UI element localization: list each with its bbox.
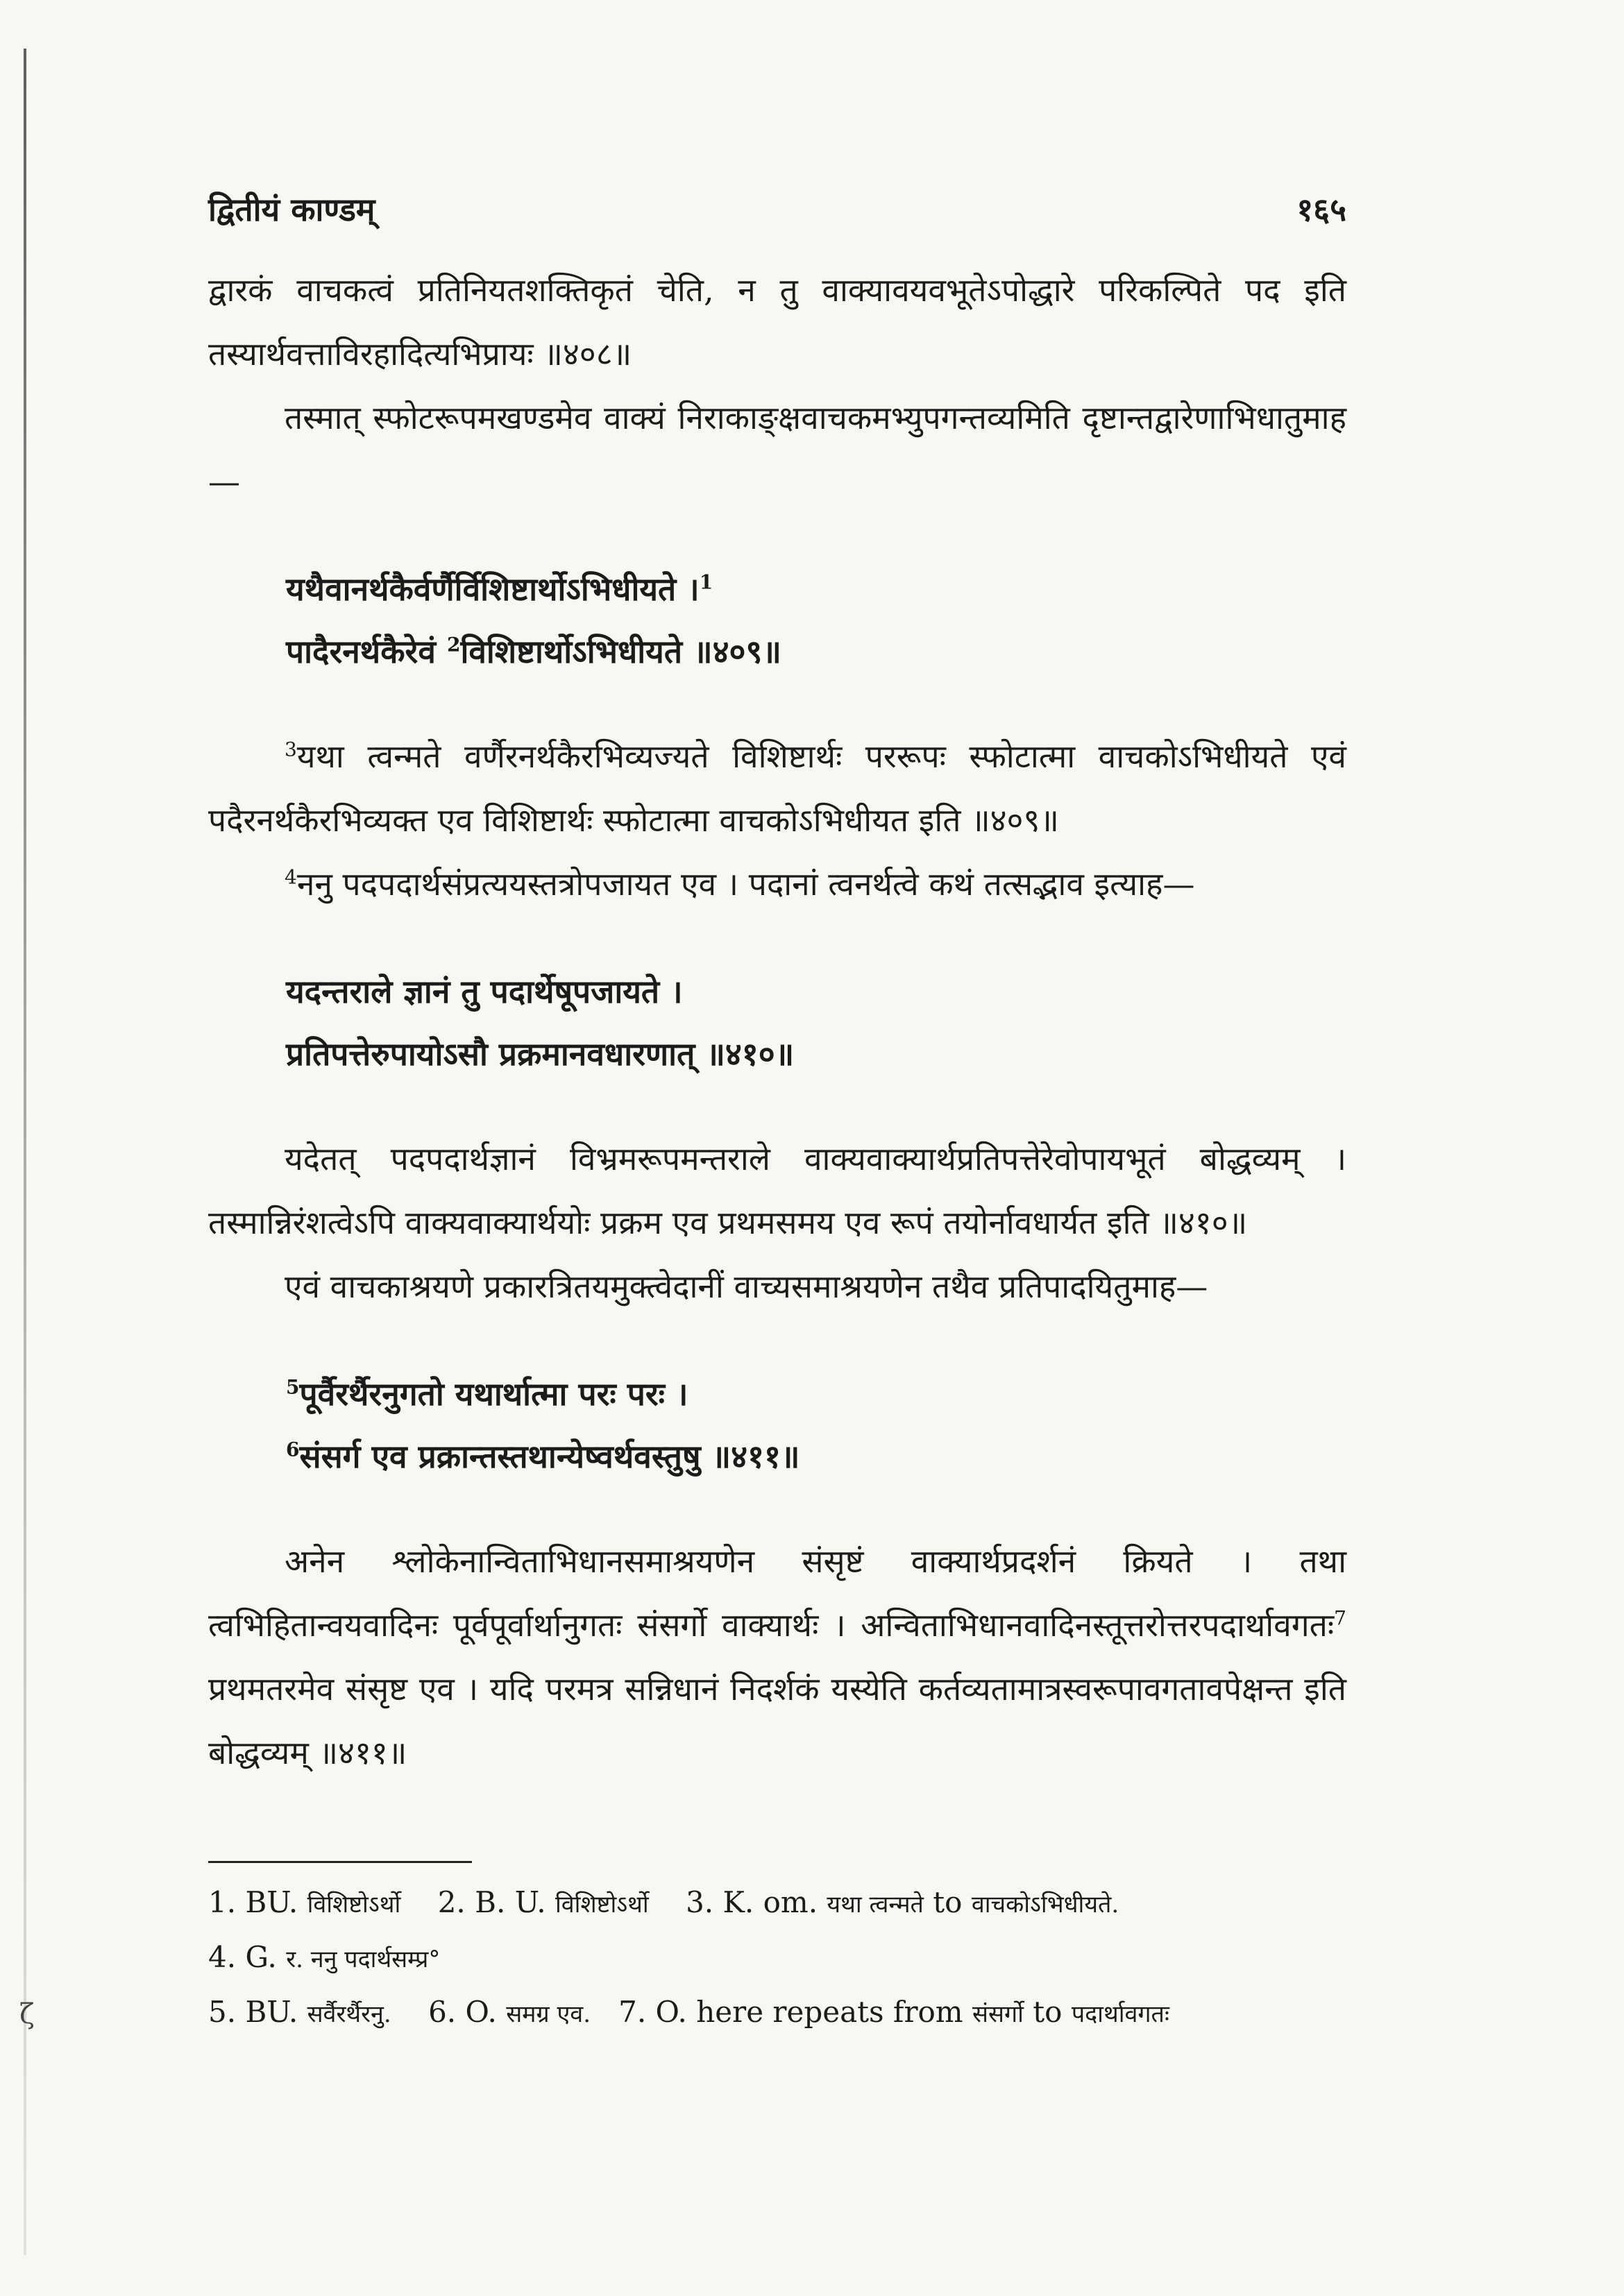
- footnote-text: to: [933, 1885, 963, 1919]
- footnote-number: 3.: [686, 1885, 714, 1919]
- binding-margin-line: [24, 49, 26, 2255]
- footnote-text: विशिष्टोऽर्थो: [555, 1891, 649, 1919]
- verse-text: पादैरनर्थकैरेवं: [286, 633, 447, 670]
- commentary-text: प्रथमतरमेव संसृष्ट एव । यदि परमत्र सन्निधानं निदर्शकं यस्येति कर्तव्यतामात्रस्वरूपावगतावपेक्षन्त इति बोद्धव्यम् ॥४११॥: [208, 1670, 1346, 1771]
- verse-line: प्रतिपत्तेरुपायोऽसौ प्रक्रमानवधारणात् ॥४१०॥: [286, 1035, 795, 1073]
- footnote-text: here repeats from: [696, 1995, 963, 2029]
- footnote-text: पदार्थावगतः: [1071, 2000, 1169, 2028]
- footnote-text: to: [1033, 1995, 1063, 2029]
- footnote-number: 6.: [428, 1995, 457, 2029]
- paragraph-intro-409: तस्मात् स्फोटरूपमखण्डमेव वाक्यं निराकाङ्क्षवाचकमभ्युपगन्तव्यमिति दृष्टान्तद्वारेणाभिधातुमाह—: [208, 399, 1346, 500]
- footnote-text: र. ननु पदार्थसम्प्र°: [286, 1946, 441, 1973]
- commentary-text: यथा त्वन्मते वर्णैरनर्थकैरभिव्यज्यते विशिष्टार्थः पररूपः स्फोटात्मा वाचकोऽभिधीयते एवं पदैरनर्थकैरभिव्यक्त एव विशिष्टार्थः स्फोटात्मा वाचकोऽभिधीयत इति ॥४०९॥: [208, 738, 1346, 839]
- footnote-text: संसर्गो: [972, 2000, 1024, 2028]
- verse-line: [286, 1425, 1346, 1488]
- footnote-source: B. U.: [475, 1885, 546, 1919]
- footnote-number: 7.: [618, 1995, 647, 2029]
- paragraph-408-end: द्वारकं वाचकत्वं प्रतिनियतशक्तिकृतं चेति, न तु वाक्यावयवभूतेऽपोद्धारे परिकल्पिते पद इति तस्यार्थवत्ताविरहादित्यभिप्रायः ॥४०८॥: [208, 271, 1346, 373]
- footnote-ref: 2: [446, 633, 461, 656]
- verse-line: [286, 620, 1346, 683]
- footnote-source: BU.: [245, 1995, 298, 2029]
- footnote-ref: 5: [286, 1375, 300, 1399]
- footnote-ref: 1: [699, 570, 713, 594]
- running-header: [208, 187, 1346, 230]
- footnote-source: G.: [245, 1940, 277, 1974]
- footnote-source: O.: [465, 1995, 497, 2029]
- verse-line: [286, 1363, 1346, 1425]
- commentary-411: [208, 1529, 1346, 1785]
- footnote-ref: 6: [286, 1438, 300, 1461]
- paragraph-intro-411: एवं वाचकाश्रयणे प्रकारत्रितयमुक्त्वेदानीं वाच्यसमाश्रयणेन तथैव प्रतिपादयितुमाह—: [285, 1268, 1208, 1305]
- footnote-5-7: [208, 1991, 1346, 2036]
- footnote-number: 4.: [208, 1940, 237, 1974]
- footnote-source: K. om.: [722, 1885, 818, 1919]
- footnote-rule: [208, 1861, 472, 1863]
- verse-411: [286, 1363, 1346, 1488]
- footnote-source: O.: [655, 1995, 687, 2029]
- verse-text: यथैवानर्थकैर्वर्णैर्विशिष्टार्थोऽभिधीयते ।: [286, 570, 700, 608]
- verse-line: [286, 558, 1346, 620]
- footnote-text: समग्र एव.: [506, 2000, 591, 2028]
- commentary-text: ननु पदपदार्थसंप्रत्ययस्तत्रोपजायत एव । पदानां त्वनर्थत्वे कथं तत्सद्भाव इत्याह—: [296, 865, 1195, 903]
- footnotes: [208, 1881, 1346, 2036]
- footnote-number: 1.: [208, 1885, 237, 1919]
- verse-line: यदन्तराले ज्ञानं तु पदार्थेषूपजायते ।: [286, 973, 683, 1010]
- commentary-410: यदेतत् पदपदार्थज्ञानं विभ्रमरूपमन्तराले वाक्यवाक्यार्थप्रतिपत्तेरेवोपायभूतं बोद्धव्यम् । तस्मान्निरंशत्वेऽपि वाक्यवाक्यार्थयोः प्रक्रम एव प्रथमसमय एव रूपं तयोर्नावधार्यत इति ॥४१०॥: [208, 1140, 1346, 1241]
- footnote-number: 2.: [437, 1885, 466, 1919]
- footnote-source: BU.: [245, 1885, 298, 1919]
- page-content: [208, 187, 1346, 2046]
- section-title: द्वितीयं काण्डम्: [208, 191, 375, 228]
- footnote-number: 5.: [208, 1995, 237, 2029]
- paragraph-intro-410: [208, 852, 1346, 916]
- verse-text: संसर्ग एव प्रक्रान्तस्तथान्येष्वर्थवस्तुषु ॥४११॥: [299, 1438, 800, 1475]
- footnote-text: विशिष्टोऽर्थो: [307, 1891, 401, 1919]
- footnote-4: [208, 1936, 1346, 1981]
- commentary-text: अनेन श्लोकेनान्विताभिधानसमाश्रयणेन संसृष्टं वाक्यार्थप्रदर्शनं क्रियते । तथा त्वभिहितान्वयवादिनः पूर्वपूर्वार्थानुगतः संसर्गो वाक्यार्थः । अन्विताभिधानवादिनस्तूत्तरोत्तरपदार्थावगतः: [208, 1542, 1346, 1644]
- footnote-ref: 3: [285, 738, 297, 761]
- page-number: १६५: [1296, 191, 1346, 228]
- footnote-ref: 4: [285, 865, 297, 889]
- verse-text: पूर्वैरर्थैरनुगतो यथार्थात्मा परः परः ।: [299, 1375, 688, 1413]
- footnote-1-3: [208, 1881, 1346, 1926]
- verse-text: विशिष्टार्थोऽभिधीयते ॥४०९॥: [460, 633, 781, 670]
- verse-410: [286, 960, 1346, 1085]
- footnote-text: वाचकोऽभिधीयते.: [971, 1891, 1119, 1919]
- footnote-text: यथा त्वन्मते: [827, 1891, 924, 1919]
- footnote-text: सर्वैरर्थैरनु.: [307, 2000, 391, 2028]
- verse-409: [286, 558, 1346, 683]
- footnote-ref: 7: [1334, 1606, 1346, 1630]
- commentary-409: [208, 724, 1346, 852]
- margin-mark: ζ: [19, 1998, 35, 2030]
